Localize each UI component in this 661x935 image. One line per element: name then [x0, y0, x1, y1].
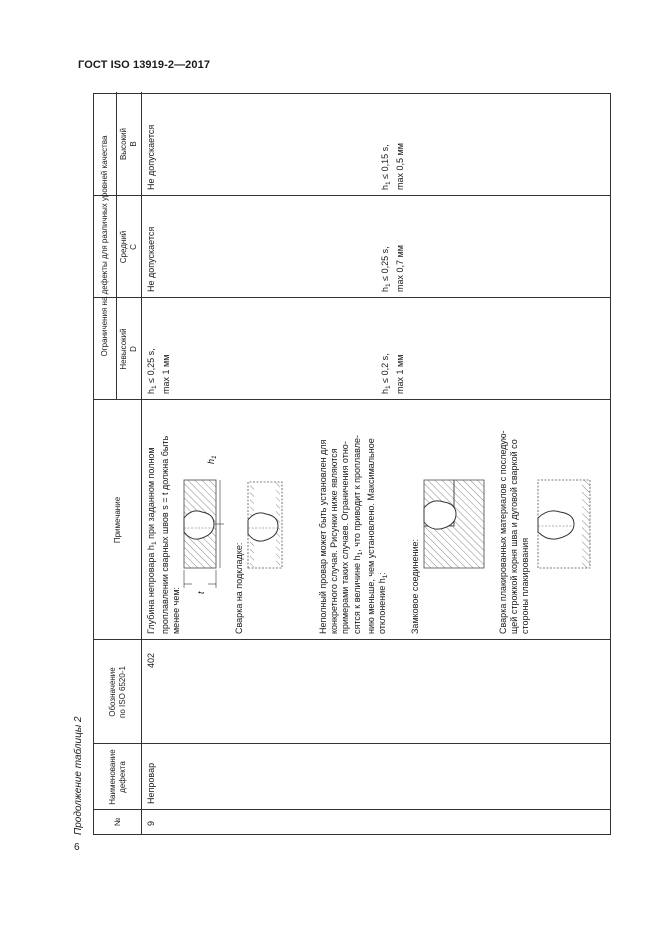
- figure-label-t: t: [196, 591, 206, 594]
- rotated-table-wrapper: [73, 93, 611, 835]
- groove-weld-figure: [178, 460, 228, 598]
- header-bottom-line: [141, 92, 142, 834]
- table-caption: Продолжение таблицы 2: [73, 716, 84, 835]
- col-divider: [94, 639, 610, 640]
- header-level-c: Средний C: [118, 230, 138, 264]
- page-number: 6: [74, 842, 80, 853]
- limit-d-backing: $h_1 \le 0,25$ s, max 1 мм: [146, 348, 171, 394]
- label-lock-joint: Замковое соединение:: [410, 538, 420, 634]
- lock-joint-figure: [418, 460, 490, 598]
- col-divider: [94, 743, 610, 744]
- header-note: Примечание: [112, 496, 122, 544]
- header-designation: Обозначение по ISO 6520-1: [107, 666, 127, 718]
- backing-weld-figure: [242, 460, 290, 598]
- header-level-d: Невысокий D: [118, 328, 138, 370]
- col-divider: [94, 195, 610, 196]
- header-level-b: Высокий B: [118, 127, 138, 161]
- limit-c-backing: Не допускается: [146, 226, 156, 292]
- document-title: ГОСТ ISO 13919-2—2017: [78, 59, 211, 71]
- col-divider: [94, 399, 610, 400]
- row-defect-name: Непровар: [146, 762, 156, 804]
- row-designation: 402: [146, 652, 156, 668]
- header-defect-name: Наименование дефекта: [107, 749, 127, 805]
- limit-b-backing: Не допускается: [146, 124, 156, 190]
- col-divider: [94, 809, 610, 810]
- header-limits-group: Ограничения на дефекты для различных уровней качества: [100, 135, 109, 357]
- label-backing-weld: Сварка на подкладке:: [234, 542, 244, 634]
- clad-weld-figure: [532, 460, 596, 598]
- col-divider: [94, 297, 610, 298]
- header-number: №: [112, 817, 122, 827]
- limit-c-partial: $h_1 \le 0,25$ s, max 0,7 мм: [380, 245, 405, 292]
- row-number: 9: [146, 820, 156, 826]
- figure-label-h1: $h_1$: [206, 455, 218, 464]
- limit-d-partial: $h_1 \le 0,2$ s, max 1 мм: [380, 353, 405, 394]
- note-paragraph-2: Неполный провар может быть установлен для конкретного случая. Рисунки ниже являются примерами таких случаев. Ограничения отно- сятся к величине $h_1$, что приводит к проплавле- нию меньше, чем установлено. Максимальное отклонение $h_1$:: [318, 435, 390, 634]
- note-paragraph-3: Сварка плакированных материалов с последую- щей строжкой корня шва и дуговой сваркой со стороны плакирования: [498, 430, 531, 634]
- limit-b-partial: $h_1 \le 0,15$ s, max 0,5 мм: [380, 143, 405, 190]
- defects-table: [93, 93, 611, 835]
- note-paragraph-1: Глубина непровара $h_1$ при заданном полном проплавлении сварных швов s = t должна быть менее чем:: [146, 435, 182, 634]
